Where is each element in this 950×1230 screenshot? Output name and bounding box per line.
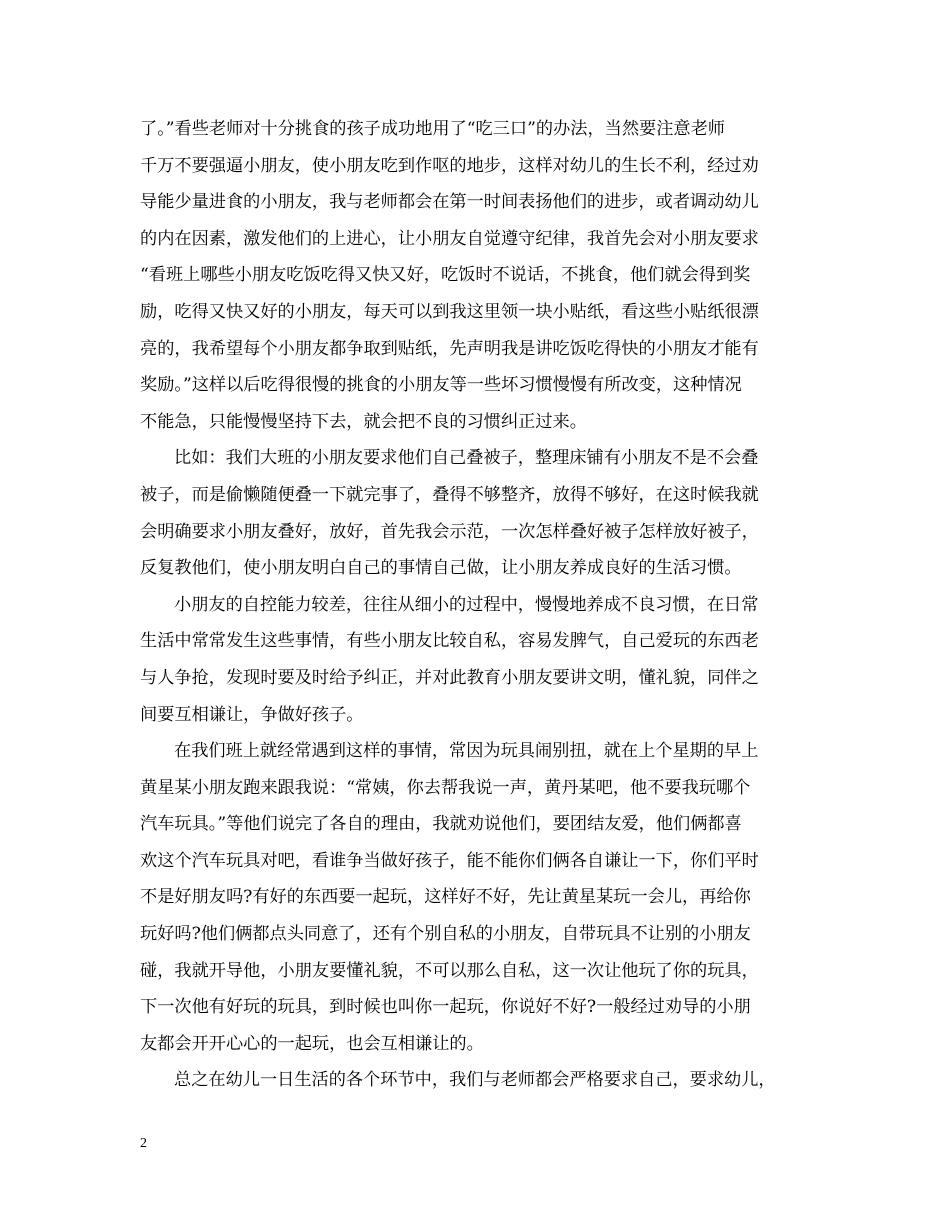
text-line: 比如：我们大班的小朋友要求他们自己叠被子，整理床铺有小朋友不是不会叠 — [174, 448, 759, 469]
text-line: 的内在因素，激发他们的上进心，让小朋友自觉遵守纪律，我首先会对小朋友要求 — [140, 228, 759, 249]
text-line: 下一次他有好玩的玩具，到时候也叫你一起玩，你说好不好?一般经过劝导的小朋 — [140, 997, 751, 1018]
text-line: 了。”看些老师对十分挑食的孩子成功地用了“吃三口”的办法，当然要注意老师 — [140, 119, 725, 139]
text-line: 被子，而是偷懒随便叠一下就完事了，叠得不够整齐，放得不够好，在这时候我就 — [140, 484, 759, 505]
text-line: 不是好朋友吗?有好的东西要一起玩，这样好不好，先让黄星某玩一会儿，再给你 — [140, 887, 751, 908]
body-text — [140, 111, 820, 1099]
text-line: 碰，我就开导他，小朋友要懂礼貌，不可以那么自私，这一次让他玩了你的玩具， — [140, 960, 759, 981]
text-line: 友都会开开心心的一起玩，也会互相谦让的。 — [140, 1033, 484, 1054]
text-line: 反复教他们，使小朋友明白自己的事情自己做，让小朋友养成良好的生活习惯。 — [140, 558, 742, 579]
page-number: 2 — [140, 1136, 147, 1151]
text-line: 黄星某小朋友跑来跟我说：“常姨，你去帮我说一声，黄丹某吧，他不要我玩哪个 — [140, 777, 751, 798]
text-line: 与人争抢，发现时要及时给予纠正，并对此教育小朋友要讲文明，懂礼貌，同伴之 — [140, 667, 759, 688]
text-line: 小朋友的自控能力较差，往往从细小的过程中，慢慢地养成不良习惯，在日常 — [174, 594, 759, 615]
text-line: 励，吃得又快又好的小朋友，每天可以到我这里领一块小贴纸，看这些小贴纸很漂 — [140, 301, 759, 322]
text-line: 导能少量进食的小朋友，我与老师都会在第一时间表扬他们的进步，或者调动幼儿 — [140, 192, 759, 213]
text-line: 欢这个汽车玩具对吧，看谁争当做好孩子，能不能你们俩各自谦让一下，你们平时 — [140, 850, 759, 871]
text-line: 在我们班上就经常遇到这样的事情，常因为玩具闹别扭，就在上个星期的早上 — [174, 741, 759, 762]
text-line: 生活中常常发生这些事情，有些小朋友比较自私，容易发脾气，自己爱玩的东西老 — [140, 631, 759, 652]
text-line: 间要互相谦让，争做好孩子。 — [140, 704, 364, 725]
text-line: 亮的，我希望每个小朋友都争取到贴纸，先声明我是讲吃饭吃得快的小朋友才能有 — [140, 338, 759, 359]
text-line: “看班上哪些小朋友吃饭吃得又快又好，吃饭时不说话，不挑食，他们就会得到奖 — [140, 265, 751, 286]
text-line: 奖励。”这样以后吃得很慢的挑食的小朋友等一些坏习惯慢慢有所改变，这种情况 — [140, 375, 742, 396]
text-line: 不能急，只能慢慢坚持下去，就会把不良的习惯纠正过来。 — [140, 411, 587, 432]
text-line: 玩好吗?他们俩都点头同意了，还有个别自私的小朋友，自带玩具不让别的小朋友 — [140, 924, 751, 945]
text-line: 总之在幼儿一日生活的各个环节中，我们与老师都会严格要求自己，要求幼儿， — [174, 1070, 776, 1091]
text-line: 汽车玩具。”等他们说完了各自的理由，我就劝说他们，要团结友爱，他们俩都喜 — [140, 814, 742, 835]
text-line: 千万不要强逼小朋友，使小朋友吃到作呕的地步，这样对幼儿的生长不利，经过劝 — [140, 155, 759, 176]
text-line: 会明确要求小朋友叠好，放好，首先我会示范，一次怎样叠好被子怎样放好被子， — [140, 521, 759, 542]
